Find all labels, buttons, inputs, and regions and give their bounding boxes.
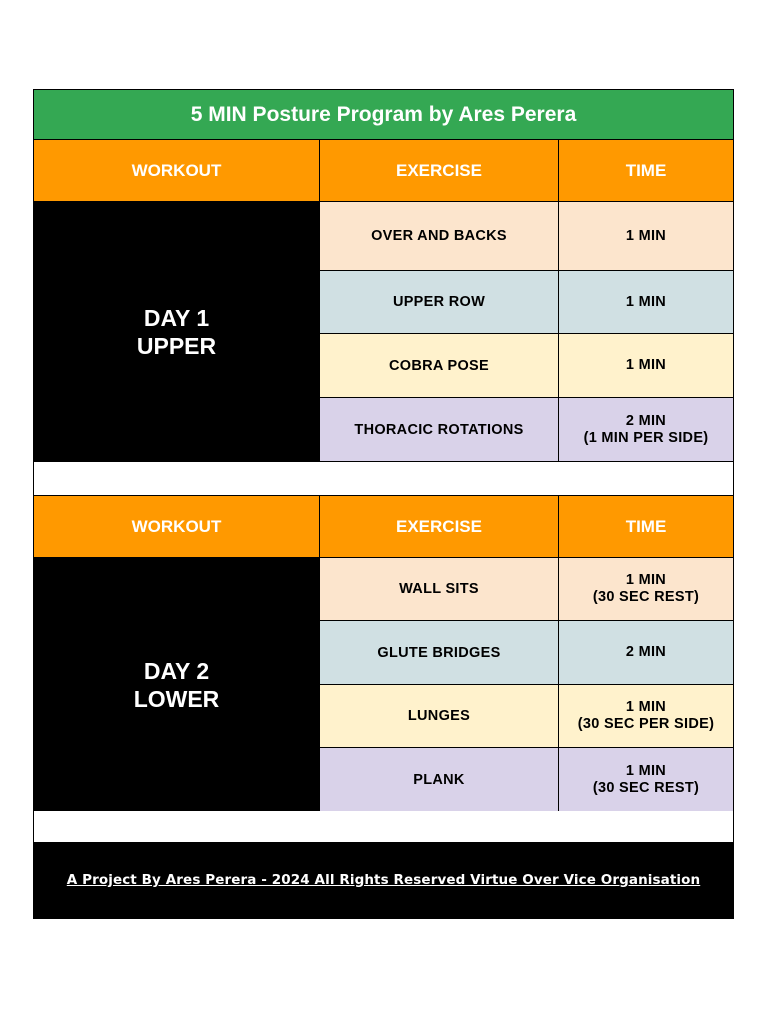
day1-block: [34, 202, 733, 461]
time-note: (30 SEC REST): [592, 779, 700, 796]
table-row: [320, 685, 733, 748]
header-time: TIME: [625, 160, 667, 180]
table-row: [320, 748, 733, 811]
time-cell: [559, 558, 733, 620]
exercise-cell: COBRA POSE: [320, 334, 559, 397]
header-workout: WORKOUT: [34, 496, 320, 557]
time-note: (30 SEC PER SIDE): [577, 716, 715, 732]
program-sheet: [33, 89, 734, 919]
time-value: 2 MIN: [625, 644, 667, 660]
day2-subtitle: LOWER: [133, 685, 220, 712]
time-value: 1 MIN: [625, 699, 667, 715]
table-row: [320, 558, 733, 621]
table-row: [320, 271, 733, 334]
exercise-cell: WALL SITS: [320, 558, 559, 620]
header-workout: WORKOUT: [34, 140, 320, 201]
table-row: [320, 334, 733, 398]
day2-title: DAY 2: [143, 657, 210, 684]
day2-rows: [320, 558, 733, 811]
header-time: TIME: [625, 516, 667, 536]
time-value: 1 MIN: [625, 572, 667, 588]
day1-label: [34, 202, 320, 461]
time-cell: [559, 621, 733, 684]
exercise-cell: THORACIC ROTATIONS: [320, 398, 559, 461]
time-cell: [559, 202, 733, 270]
header-exercise: EXERCISE: [320, 140, 559, 201]
section-spacer: [34, 461, 733, 496]
day2-block: [34, 558, 733, 811]
time-value: 1 MIN: [625, 227, 667, 244]
time-cell: [559, 271, 733, 333]
time-note: (1 MIN PER SIDE): [583, 429, 709, 446]
time-cell: [559, 334, 733, 397]
table-row: [320, 398, 733, 461]
day2-label: [34, 558, 320, 811]
exercise-cell: UPPER ROW: [320, 271, 559, 333]
exercise-cell: OVER AND BACKS: [320, 202, 559, 270]
footer: [34, 842, 733, 918]
time-note: (30 SEC REST): [592, 589, 700, 605]
footer-link[interactable]: A Project By Ares Perera - 2024 All Rights Reserved Virtue Over Vice Organisation: [66, 872, 701, 888]
time-value: 1 MIN: [625, 357, 667, 373]
time-value: 2 MIN: [625, 412, 667, 429]
time-cell: [559, 748, 733, 811]
time-cell: [559, 685, 733, 747]
program-title: 5 MIN Posture Program by Ares Perera: [34, 90, 733, 140]
exercise-cell: GLUTE BRIDGES: [320, 621, 559, 684]
exercise-cell: PLANK: [320, 748, 559, 811]
day1-subtitle: UPPER: [136, 332, 217, 359]
day2-header-row: [34, 496, 733, 558]
day1-rows: [320, 202, 733, 461]
table-row: [320, 621, 733, 685]
time-value: 1 MIN: [625, 293, 667, 310]
table-row: [320, 202, 733, 271]
time-cell: [559, 398, 733, 461]
exercise-cell: LUNGES: [320, 685, 559, 747]
time-value: 1 MIN: [625, 762, 667, 779]
header-exercise: EXERCISE: [320, 496, 559, 557]
day1-header-row: [34, 140, 733, 202]
day1-title: DAY 1: [143, 304, 210, 331]
